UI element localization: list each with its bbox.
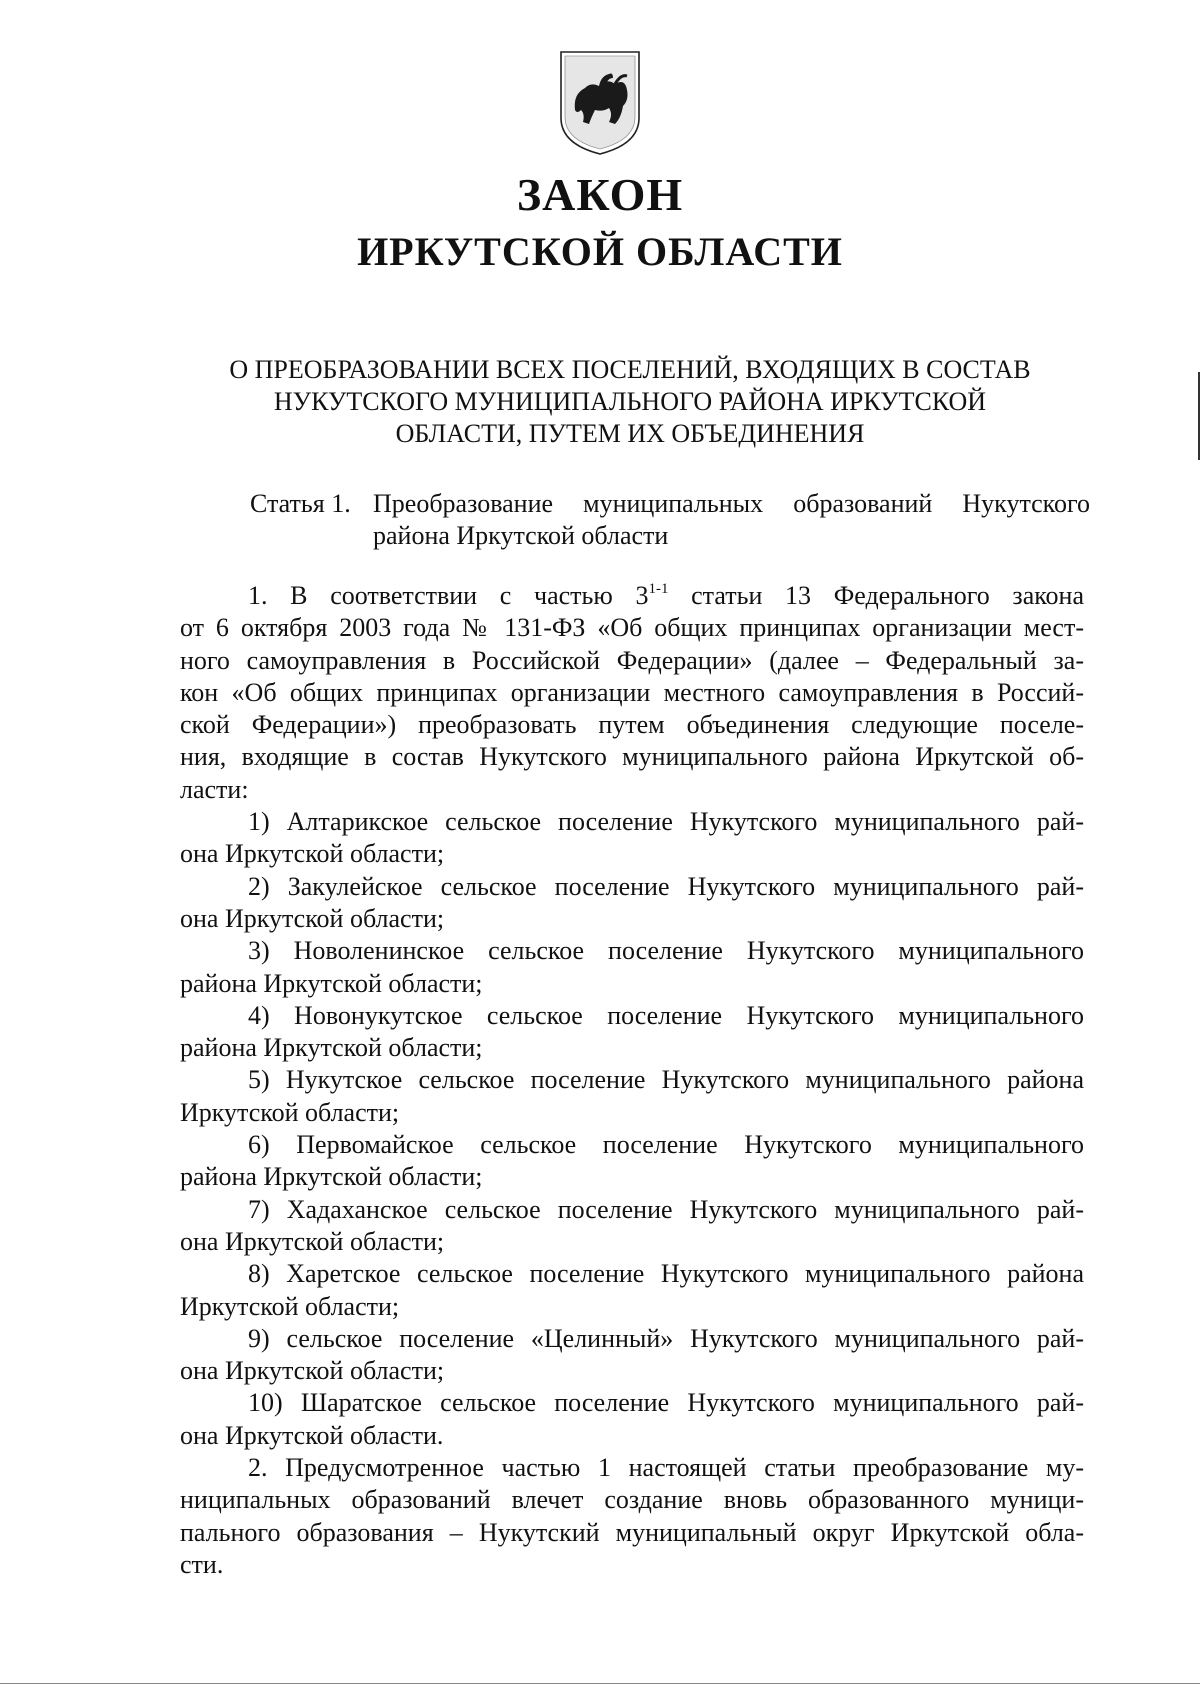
paragraph-1-line: ного самоуправления в Российской Федерации» (далее – Федеральный за- bbox=[180, 645, 1084, 675]
list-item-line: 2) Закулейское сельское поселение Нукутского муниципального рай- bbox=[248, 871, 1084, 901]
paragraph-1-line: 1. В соответствии с частью 3$^{1-1}$ статьи 13 Федерального закона bbox=[248, 581, 1084, 610]
article-number: Статья 1. bbox=[250, 489, 351, 518]
article-title: Преобразование муниципальных образований Нукутского района Иркутской области bbox=[373, 489, 1090, 550]
list-item-line: она Иркутской области; bbox=[180, 839, 445, 869]
article-heading bbox=[250, 488, 1090, 552]
scan-bottom-edge bbox=[0, 1683, 1200, 1684]
list-item-line: она Иркутской области. bbox=[180, 1420, 444, 1450]
heading-line: О ПРЕОБРАЗОВАНИИ ВСЕХ ПОСЕЛЕНИЙ, ВХОДЯЩИХ В СОСТАВ bbox=[229, 355, 1031, 384]
list-item-line: 1) Алтарикское сельское поселение Нукутского муниципального рай- bbox=[248, 807, 1084, 837]
paragraph-1-line: от 6 октября 2003 года № 131-ФЗ «Об общих принципах организации мест- bbox=[180, 613, 1084, 643]
list-item-line: она Иркутской области; bbox=[180, 1226, 445, 1256]
list-item-line: 3) Новоленинское сельское поселение Нукутского муниципального bbox=[248, 936, 1084, 966]
list-item-line: 10) Шаратское сельское поселение Нукутского муниципального рай- bbox=[248, 1388, 1084, 1418]
list-item-line: района Иркутской области; bbox=[180, 968, 483, 998]
list-item-line: 8) Харетское сельское поселение Нукутского муниципального района bbox=[248, 1259, 1084, 1289]
list-item-line: 6) Первомайское сельское поселение Нукутского муниципального bbox=[248, 1130, 1084, 1160]
article-body bbox=[180, 580, 1084, 1581]
list-item-line: Иркутской области; bbox=[180, 1291, 400, 1321]
law-region-title: ИРКУТСКОЙ ОБЛАСТИ bbox=[357, 229, 843, 274]
coat-of-arms-icon bbox=[555, 48, 645, 158]
list-item-line: 7) Хадаханское сельское поселение Нукутского муниципального рай- bbox=[248, 1194, 1084, 1224]
paragraph-1-line: ния, входящие в состав Нукутского муниципального района Иркутской об- bbox=[180, 742, 1084, 772]
list-item-line: 9) сельское поселение «Целинный» Нукутского муниципального рай- bbox=[248, 1323, 1084, 1353]
heading-line: НУКУТСКОГО МУНИЦИПАЛЬНОГО РАЙОНА ИРКУТСКОЙ bbox=[273, 387, 987, 416]
heading-line: ОБЛАСТИ, ПУТЕМ ИХ ОБЪЕДИНЕНИЯ bbox=[395, 419, 865, 448]
paragraph-1-line: ласти: bbox=[180, 774, 249, 804]
law-heading bbox=[170, 354, 1090, 450]
list-item-line: 4) Новонукутское сельское поселение Нукутского муниципального bbox=[248, 1000, 1084, 1030]
list-item-line: Иркутской области; bbox=[180, 1097, 400, 1127]
law-title: ЗАКОН bbox=[516, 169, 684, 220]
list-item-line: района Иркутской области; bbox=[180, 1033, 483, 1063]
paragraph-1-line: ской Федерации») преобразовать путем объединения следующие поселе- bbox=[180, 710, 1084, 740]
paragraph-2-line: сти. bbox=[180, 1549, 224, 1579]
list-item-line: она Иркутской области; bbox=[180, 903, 445, 933]
superscript: 1-1 bbox=[648, 581, 669, 597]
paragraph-2-line: ниципальных образований влечет создание вновь образованного муници- bbox=[180, 1485, 1084, 1515]
list-item-line: она Иркутской области; bbox=[180, 1356, 445, 1386]
paragraph-1-line: кон «Об общих принципах организации местного самоуправления в Россий- bbox=[180, 677, 1084, 707]
paragraph-2-line: пального образования – Нукутский муниципальный округ Иркутской обла- bbox=[180, 1517, 1084, 1547]
list-item-line: района Иркутской области; bbox=[180, 1162, 483, 1192]
list-item-line: 5) Нукутское сельское поселение Нукутского муниципального района bbox=[248, 1065, 1084, 1095]
paragraph-2-line: 2. Предусмотренное частью 1 настоящей статьи преобразование му- bbox=[248, 1453, 1084, 1483]
